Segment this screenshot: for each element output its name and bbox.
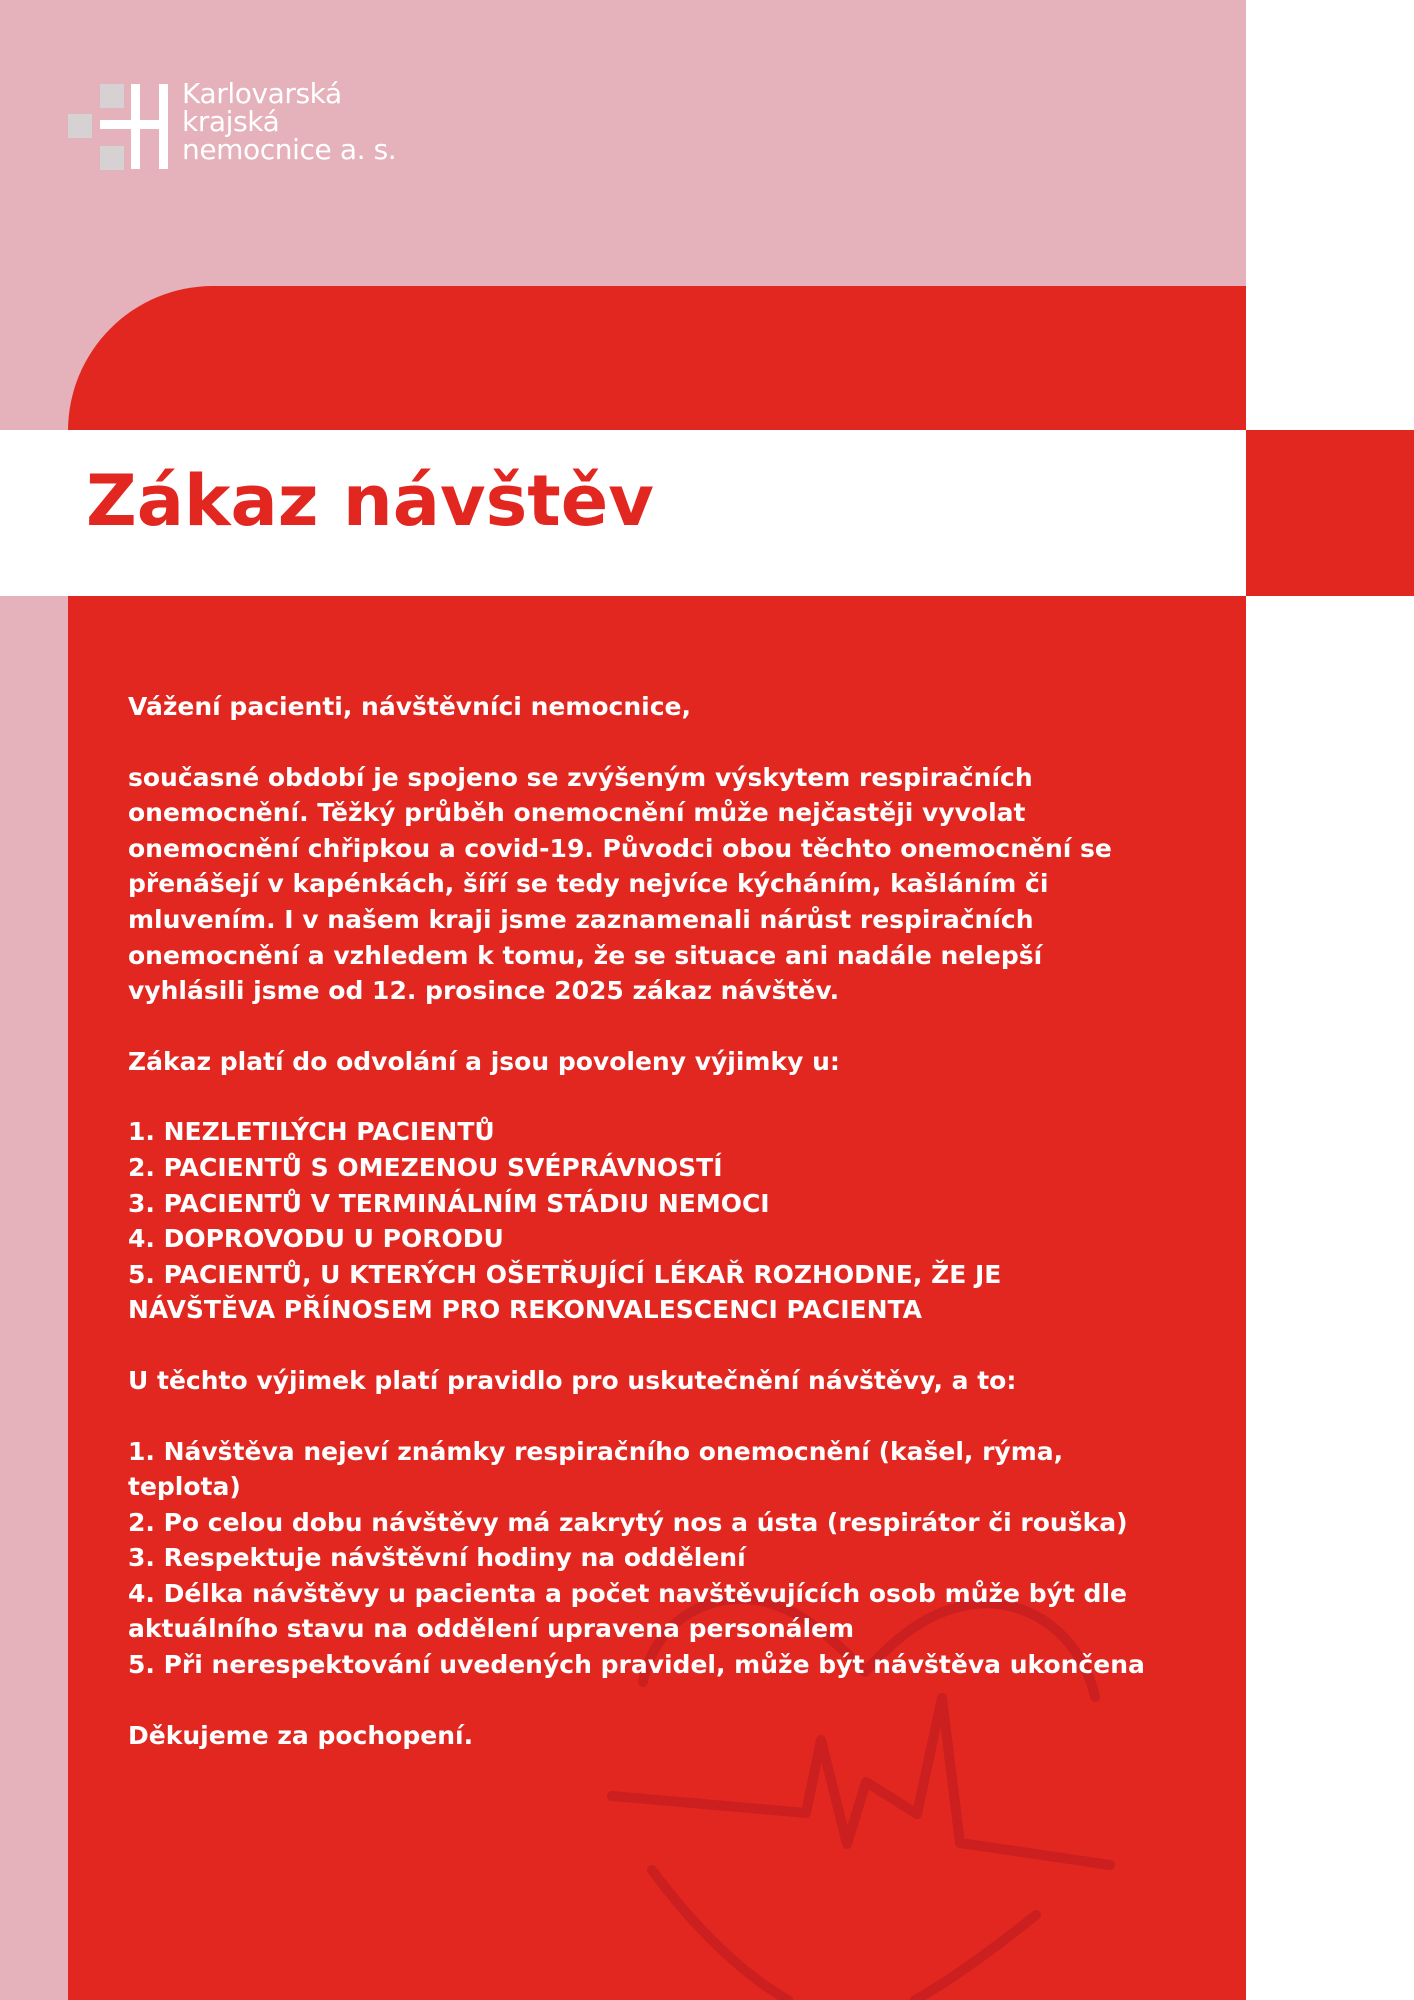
- exception-item: 5. PACIENTŮ, U KTERÝCH OŠETŘUJÍCÍ LÉKAŘ ROZHODNE, ŽE JE NÁVŠTĚVA PŘÍNOSEM PRO REKONVALESCENCI PACIENTA: [128, 1259, 1002, 1325]
- hospital-name-line: Karlovarská: [182, 77, 342, 110]
- rules-heading: U těchto výjimek platí pravidlo pro uskutečnění návštěvy, a to:: [128, 1365, 1017, 1395]
- exceptions-list: [128, 1114, 1148, 1328]
- hospital-logo: [68, 77, 408, 180]
- paragraph-spacing: [128, 1683, 1148, 1718]
- greeting: Vážení pacienti, návštěvníci nemocnice,: [128, 692, 692, 721]
- rule-item: 3. Respektuje návštěvní hodiny na oddělení: [128, 1543, 746, 1573]
- intro-paragraph: současné období je spojeno se zvýšeným výskytem respiračních onemocnění. Těžký průběh onemocnění může nejčastěji vyvolat onemocnění chřipkou a covid-19. Původci obou těchto onemocnění se přenášejí v kapénkách, šíří se tedy nejvíce kýcháním, kašláním či mluvením. I v našem kraji jsme zaznamenali nárůst respiračních onemocnění a vzhledem k tomu, že se situace ani nadále nelepší vyhlásili jsme od 12. prosince 2025 zákaz návštěv.: [128, 762, 1112, 1006]
- rules-list: [128, 1434, 1148, 1683]
- hospital-name: [182, 77, 397, 166]
- rule-item: 1. Návštěva nejeví známky respiračního onemocnění (kašel, rýma, teplota): [128, 1436, 1064, 1502]
- paragraph-spacing: [128, 725, 1148, 760]
- paragraph-spacing: [128, 1399, 1148, 1434]
- exception-item: 1. NEZLETILÝCH PACIENTŮ: [128, 1117, 495, 1147]
- exception-item: 2. PACIENTŮ S OMEZENOU SVÉPRÁVNOSTÍ: [128, 1152, 723, 1182]
- logo-square-bottom-left: [100, 146, 124, 170]
- logo-square-top-left: [100, 84, 124, 108]
- exception-item: 3. PACIENTŮ V TERMINÁLNÍM STÁDIU NEMOCI: [128, 1188, 770, 1218]
- exceptions-heading: Zákaz platí do odvolání a jsou povoleny výjimky u:: [128, 1046, 840, 1076]
- rule-item: 5. Při nerespektování uvedených pravidel, může být návštěva ukončena: [128, 1650, 1145, 1680]
- right-red-square: [1246, 430, 1414, 596]
- paragraph-spacing: [128, 1009, 1148, 1044]
- hospital-cross-logo-icon: [68, 82, 174, 170]
- page-title: Zákaz návštěv: [86, 460, 654, 542]
- paragraph-spacing: [128, 1079, 1148, 1114]
- logo-crossbar: [100, 120, 168, 129]
- hospital-name-line: krajská: [182, 105, 280, 138]
- notice-content: [128, 689, 1148, 1753]
- closing-text: Děkujeme za pochopení.: [128, 1720, 474, 1750]
- exception-item: 4. DOPROVODU U PORODU: [128, 1224, 504, 1254]
- paragraph-spacing: [128, 1328, 1148, 1363]
- hospital-name-line: nemocnice a. s.: [182, 133, 397, 166]
- logo-square-middle-left: [68, 114, 92, 138]
- rule-item: 4. Délka návštěvy u pacienta a počet navštěvujících osob může být dle aktuálního stavu na oddělení upravena personálem: [128, 1578, 1127, 1644]
- rule-item: 2. Po celou dobu návštěvy má zakrytý nos a ústa (respirátor či rouška): [128, 1507, 1128, 1537]
